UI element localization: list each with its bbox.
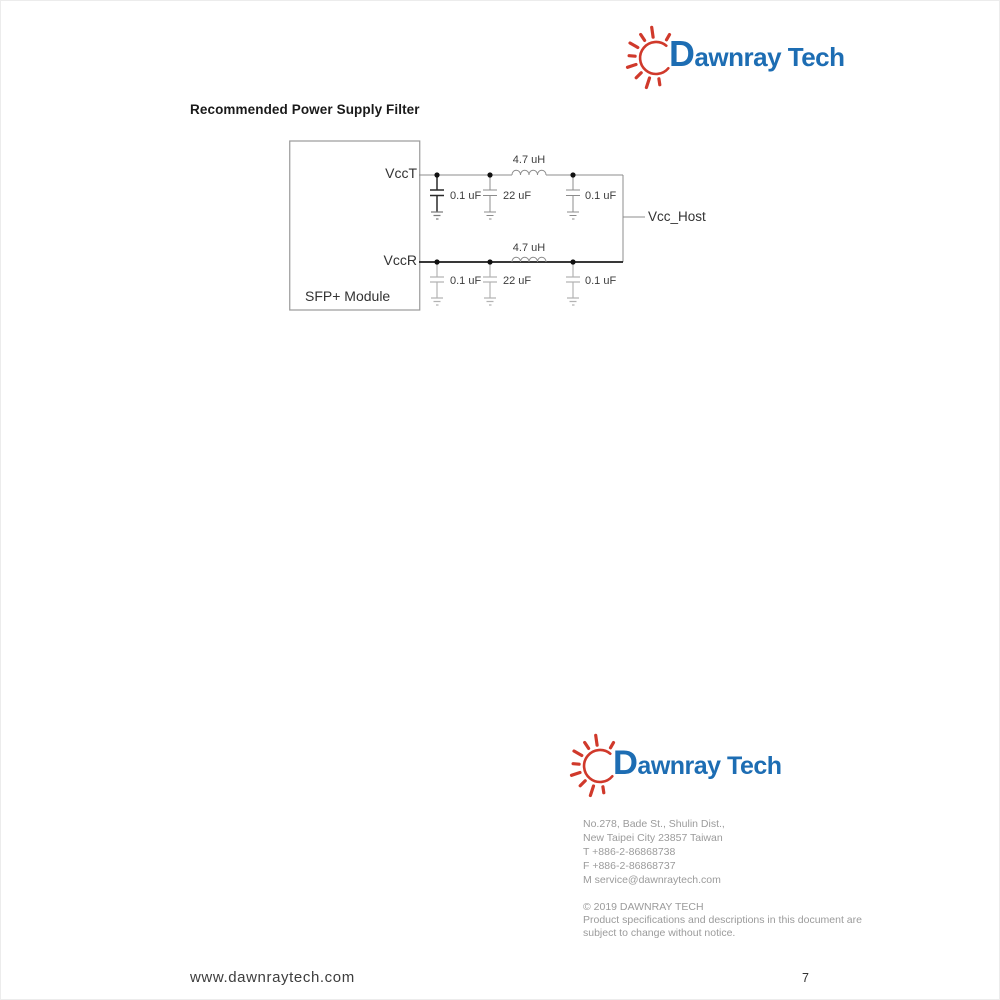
page-number: 7 <box>802 971 809 985</box>
cap-value-top-2: 22 uF <box>503 190 532 202</box>
cap-value-bottom-3: 0.1 uF <box>585 275 617 287</box>
contact-address-line1: No.278, Bade St., Shulin Dist., <box>583 818 725 830</box>
dawnray-logo-footer <box>566 724 782 798</box>
inductor-value-top: 4.7 uH <box>512 154 546 166</box>
logo-text: Dawnray Tech <box>669 34 845 74</box>
disclaimer-line1: Product specifications and descriptions in this document are <box>583 914 862 926</box>
footer-url: www.dawnraytech.com <box>190 969 355 986</box>
logo-text: Dawnray Tech <box>613 744 782 782</box>
contact-fax: F +886-2-86868737 <box>583 860 676 872</box>
cap-value-top-3: 0.1 uF <box>585 190 617 202</box>
contact-address-line2: New Taipei City 23857 Taiwan <box>583 832 723 844</box>
contact-block <box>583 817 725 887</box>
port-label-vcct: VccT <box>385 165 417 181</box>
cap-value-bottom-2: 22 uF <box>503 275 532 287</box>
cap-value-top-1: 0.1 uF <box>450 190 482 202</box>
dawnray-logo-header <box>622 16 845 90</box>
contact-email: M service@dawnraytech.com <box>583 874 721 886</box>
power-filter-schematic <box>289 140 759 320</box>
page-title: Recommended Power Supply Filter <box>190 102 420 117</box>
port-label-vccr: VccR <box>383 252 417 268</box>
disclaimer-line2: subject to change without notice. <box>583 927 736 939</box>
inductor-value-bottom: 4.7 uH <box>512 242 546 254</box>
copyright-line: © 2019 DAWNRAY TECH <box>583 901 704 913</box>
cap-value-bottom-1: 0.1 uF <box>450 275 482 287</box>
contact-phone: T +886-2-86868738 <box>583 846 676 858</box>
output-label-vcc-host: Vcc_Host <box>648 209 706 224</box>
module-label: SFP+ Module <box>305 288 391 304</box>
legal-block <box>583 901 862 940</box>
